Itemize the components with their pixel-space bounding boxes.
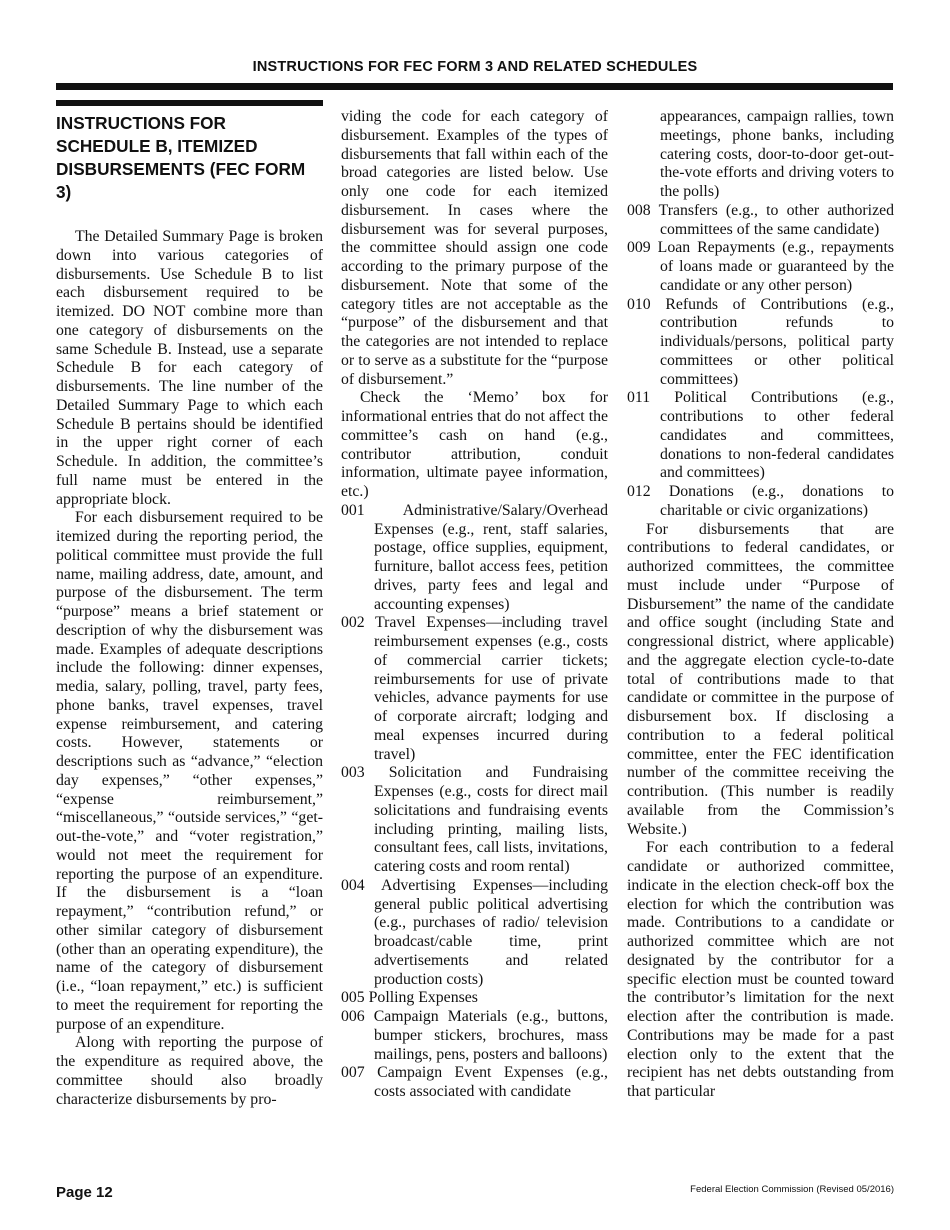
- category-item: 005 Polling Expenses: [341, 989, 478, 1007]
- column-2: [341, 108, 608, 1102]
- category-item: 012 Donations (e.g., donations to charitable or civic organizations): [627, 483, 894, 519]
- paragraph: For each disbursement required to be itemized during the reporting period, the political committee must provide the full name, mailing address, date, amount, and purpose of the disbursement. The term “purpose” means a brief statement or description of why the disbursement was made. Examples of adequate descriptions include the following: dinner expenses, media, salary, polling, travel, party fees, phone banks, travel expenses, travel expense reimbursement, and catering costs. However, statements or descriptions such as “advance,” “election day expenses,” “other expenses,” “expense reimbursement,” “miscellaneous,” “outside services,” “get-out-the-vote,” and “voter registration,” would not meet the requirement for reporting the purpose of an expenditure. If the disbursement is a “loan repayment,” “contribution refund,” or other similar category of disbursement (other than an operating expenditure), the name of the category of disbursement (i.e., “loan repayment,” etc.) is sufficient to meet the requirement for reporting the purpose of an expenditure.: [56, 509, 323, 1033]
- category-item-continued: appearances, campaign rallies, town meetings, phone banks, including catering costs, door-to-door get-out-the-vote efforts and driving voters to the polls): [660, 108, 894, 200]
- section-title: INSTRUCTIONS FOR SCHEDULE B, ITEMIZED DISBURSEMENTS (FEC FORM 3): [56, 113, 306, 202]
- category-item: 009 Loan Repayments (e.g., repayments of loans made or guaranteed by the candidate or any other person): [627, 239, 894, 294]
- category-item: 007 Campaign Event Expenses (e.g., costs associated with candidate: [341, 1064, 608, 1100]
- running-header: INSTRUCTIONS FOR FEC FORM 3 AND RELATED SCHEDULES: [252, 59, 698, 75]
- category-item: 002 Travel Expenses—including travel reimbursement expenses (e.g., costs of commercial carrier tickets; reimbursements for use of private vehicles, advance payments for use of corporate aircraft; lodging and meal expenses incurred during travel): [341, 614, 608, 763]
- header-rule: [56, 83, 893, 90]
- category-item: 003 Solicitation and Fundraising Expenses (e.g., costs for direct mail solicitations and fundraising events including printing, mailing lists, consultant fees, call lists, invitations, catering costs and room rental): [341, 764, 608, 875]
- category-item: 010 Refunds of Contributions (e.g., contribution refunds to individuals/persons, political party committees or other political committees): [627, 295, 894, 388]
- category-item: 004 Advertising Expenses—including general public political advertising (e.g., purchases of radio/ television broadcast/cable time, print advertisements and related production costs): [341, 876, 608, 988]
- paragraph: For each contribution to a federal candidate or authorized committee, indicate in the election check-off box the election for which the contribution was made. Contributions to a candidate or authorized committee which are not designated by the contributor for a specific election must be counted toward the contributor’s limitation for the next election after the contribution is made. Contributions may be made for a past election only to the extent that the recipient has net debts outstanding from that particular: [627, 839, 894, 1100]
- paragraph: Along with reporting the purpose of the expenditure as required above, the committee should also broadly characterize disbursements by pro-: [56, 1034, 323, 1108]
- footer-source: Federal Election Commission (Revised 05/2016): [690, 1184, 894, 1195]
- category-item: 011 Political Contributions (e.g., contributions to other federal candidates and committees, donations to non-federal candidates and committees): [627, 389, 894, 482]
- paragraph: viding the code for each category of disbursement. Examples of the types of disbursements that fall within each of the broad categories are listed below. Use only one code for each itemized disbursement. In cases where the disbursement was for several purposes, the committee should assign one code according to the primary purpose of the disbursement. Note that some of the category titles are not acceptable as the “purpose” of the disbursement and that the categories are not intended to replace or to serve as a substitute for the “purpose of disbursement.”: [341, 108, 608, 388]
- category-item: 001 Administrative/Salary/Overhead Expenses (e.g., rent, staff salaries, postage, office supplies, equipment, furniture, ballot access fees, petition drives, party fees and legal and accounting expenses): [341, 501, 608, 613]
- category-item: 006 Campaign Materials (e.g., buttons, bumper stickers, brochures, mass mailings, pens, posters and balloons): [341, 1008, 608, 1063]
- column-3: [627, 108, 894, 1102]
- page-number: Page 12: [56, 1184, 113, 1201]
- paragraph: For disbursements that are contributions to federal candidates, or authorized committees, the committee must include under “Purpose of Disbursement” the name of the candidate and office sought (including State and congressional district, where applicable) and the aggregate election cycle-to-date total of contributions made to that candidate or committee in the purpose of disbursement box. If disclosing a contribution to a federal political committee, enter the FEC identification number of the committee receiving the contribution. (This number is readily available from the Commission’s Website.): [627, 520, 894, 838]
- column-1: [56, 100, 323, 1109]
- section-rule: [56, 100, 323, 106]
- paragraph: The Detailed Summary Page is broken down into various categories of disbursements. Use Schedule B to list each disbursement required to be itemized. DO NOT combine more than one category of disbursements on the same Schedule B. Instead, use a separate Schedule B for each category of disbursements. The line number of the Detailed Summary Page to which each Schedule B pertains should be identified in the upper right corner of each Schedule. In addition, the committee’s full name must be entered in the appropriate block.: [56, 228, 323, 508]
- paragraph: Check the ‘Memo’ box for informational entries that do not affect the committee’s cash on hand (e.g., contributor attribution, conduit information, ultimate payee information, etc.): [341, 389, 608, 500]
- category-item: 008 Transfers (e.g., to other authorized committees of the same candidate): [627, 201, 894, 238]
